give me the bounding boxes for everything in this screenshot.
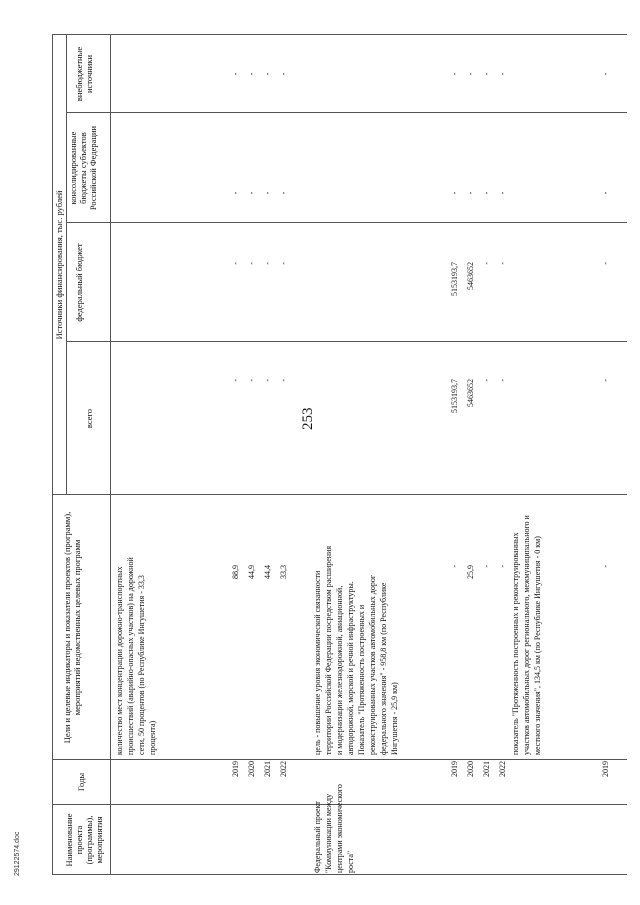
offbudget-cell: - — [263, 72, 272, 76]
federal-cell: - — [279, 262, 288, 265]
year-cell: 2020 — [466, 761, 475, 777]
indicator-text: количество мест концентрации дорожно-транспортных происшествий (аварийно-опасных участков) на дорожной сети, 50 процентов (по Республике Ингушетия - 33,3 процента) — [115, 557, 157, 755]
header-total: всего — [84, 408, 94, 429]
col-divider — [52, 494, 627, 495]
regional-cell: - — [279, 191, 288, 195]
value-cell: 44,9 — [247, 565, 256, 579]
offbudget-cell: - — [279, 72, 288, 76]
header-goals: Цели и целевые индикаторы и показатели проектов (программ), мероприятий ведомственных целевых программ — [62, 511, 82, 744]
federal-cell: - — [498, 262, 507, 265]
year-cell: 2020 — [247, 761, 256, 777]
total-cell: - — [279, 379, 288, 382]
federal-cell: - — [601, 262, 610, 265]
value-cell: - — [601, 565, 610, 568]
table-top-rule — [52, 35, 53, 875]
value-cell: 88,9 — [231, 565, 240, 579]
header-years: Годы — [76, 772, 86, 792]
total-cell: - — [498, 379, 507, 382]
offbudget-cell: - — [231, 72, 240, 76]
header-sources: Источники финансирования, тыс. рублей — [54, 190, 64, 340]
year-cell: 2021 — [263, 761, 272, 777]
header-regional: консолидированные бюджеты субъектов Российской Федерации — [68, 125, 98, 211]
federal-cell: - — [482, 262, 491, 265]
total-cell: - — [263, 379, 272, 382]
regional-cell: - — [231, 191, 240, 195]
header-bottom-rule — [110, 35, 111, 875]
header-name: Наименование проекта (программы), мероприятия — [64, 813, 104, 867]
col-divider — [66, 222, 627, 223]
value-cell: 44,4 — [263, 565, 272, 579]
value-cell: 33,3 — [279, 565, 288, 579]
offbudget-cell: - — [482, 72, 491, 76]
financing-table — [52, 35, 627, 875]
regional-cell: - — [601, 191, 610, 195]
col-divider — [66, 341, 627, 342]
offbudget-cell: - — [247, 72, 256, 76]
offbudget-cell: - — [450, 72, 459, 76]
goal-text: цель - повышение уровня экономической связанности территории Российской Федерации посредством расширения и модернизации железнодорожной, авиационной, автодорожной, морской и речной инфраструктуры. Показатель "Протяженность построенных и реконструированных участков автомобильных дорог федерального значения" - 958,8 км (по Республике Ингушетия - 25,9 км) — [313, 545, 399, 755]
total-cell: - — [601, 379, 610, 382]
header-federal: федеральный бюджет — [74, 243, 84, 322]
regional-cell: - — [466, 191, 475, 195]
value-cell: - — [450, 565, 459, 568]
header-offbudget: внебюджетные источники — [74, 46, 94, 102]
federal-cell: 5153193,7 — [450, 262, 459, 296]
year-cell: 2019 — [231, 761, 240, 777]
year-cell: 2022 — [498, 761, 507, 777]
regional-cell: - — [498, 191, 507, 195]
col-divider — [52, 759, 627, 760]
value-cell: - — [482, 565, 491, 568]
document-id: 29122574.doc — [14, 831, 21, 876]
regional-cell: - — [247, 191, 256, 195]
federal-cell: 5463652 — [466, 262, 475, 290]
table-right-border — [52, 34, 627, 35]
year-cell: 2019 — [450, 761, 459, 777]
indicator-text: показатель "Протяженность построенных и реконструированных участков автомобильных дорог регионального, межмуниципального и местного значения", 134,5 км (по Республике Ингушетия - 0 км) — [511, 515, 542, 755]
value-cell: - — [498, 565, 507, 568]
year-cell: 2019 — [601, 761, 610, 777]
regional-cell: - — [450, 191, 459, 195]
total-cell: 5463652 — [466, 379, 475, 407]
federal-cell: - — [263, 262, 272, 265]
federal-cell: - — [231, 262, 240, 265]
offbudget-cell: - — [498, 72, 507, 76]
project-name: Федеральный проект "Коммуникации между центрами экономического роста" — [313, 784, 355, 873]
total-cell: - — [482, 379, 491, 382]
total-cell: 5153193,7 — [450, 379, 459, 413]
table-left-border — [52, 874, 627, 875]
value-cell: 25,9 — [466, 565, 475, 579]
offbudget-cell: - — [466, 72, 475, 76]
regional-cell: - — [263, 191, 272, 195]
year-cell: 2021 — [482, 761, 491, 777]
regional-cell: - — [482, 191, 491, 195]
total-cell: - — [247, 379, 256, 382]
year-cell: 2022 — [279, 761, 288, 777]
col-divider — [66, 112, 627, 113]
offbudget-cell: - — [601, 72, 610, 76]
total-cell: - — [231, 379, 240, 382]
page-number: 253 — [300, 407, 316, 430]
federal-cell: - — [247, 262, 256, 265]
sources-subheader-rule — [66, 35, 67, 495]
